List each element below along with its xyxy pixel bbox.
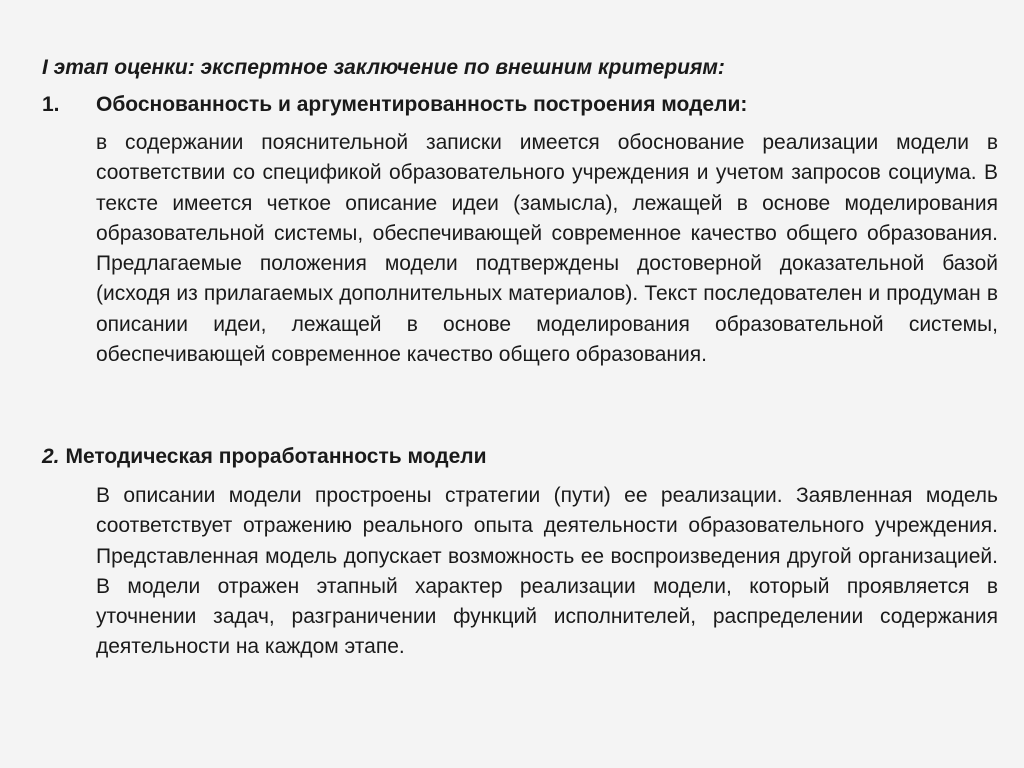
stage-title: I этап оценки: экспертное заключение по внешним критериям: xyxy=(42,56,725,79)
section-2-text: В описании модели простроены стратегии (пути) ее реализации. Заявленная модель соответствует отражению реального опыта деятельности образовательного учреждения. Представленная модель допускает возможность ее воспроизведения другой организацией. В модели отражен этапный характер реализации модели, который проявляется в уточнении задач, разграничении функций исполнителей, распределении содержания деятельности на каждом этапе. xyxy=(96,484,998,659)
section-2-number: 2. xyxy=(42,445,60,468)
section-2-heading xyxy=(42,442,487,472)
section-1-number: 1. xyxy=(42,93,60,116)
section-1-title: Обоснованность и аргументированность построения модели: xyxy=(96,93,748,116)
section-1-text: в содержании пояснительной записки имеется обоснование реализации модели в соответствии со спецификой образовательного учреждения и учетом запросов социума. В тексте имеется четкое описание идеи (замысла), лежащей в основе моделирования образовательной системы, обеспечивающей современное качество общего образования. Предлагаемые положения модели подтверждены достоверной доказательной базой (исходя из прилагаемых дополнительных материалов). Текст последователен и продуман в описании идеи, лежащей в основе моделирования образовательной системы, обеспечивающей современное качество общего образования. xyxy=(96,131,998,367)
section-2-title: Методическая проработанность модели xyxy=(65,445,487,468)
section-1-heading xyxy=(42,90,747,120)
